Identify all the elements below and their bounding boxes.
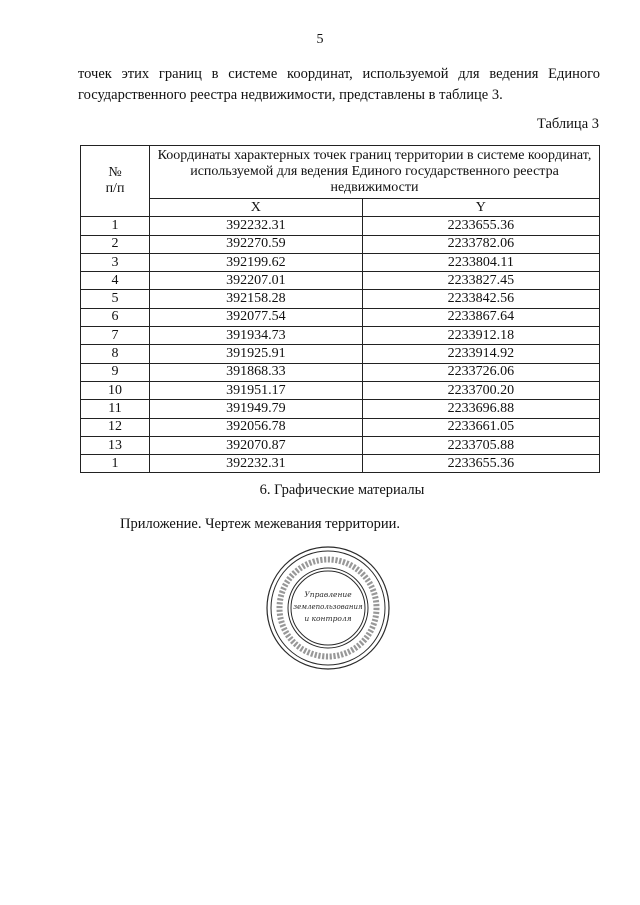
row-number-cell: 12 — [81, 418, 150, 436]
y-coordinate-cell: 2233782.06 — [362, 235, 599, 253]
table-row — [81, 272, 600, 290]
x-coordinate-cell: 391868.33 — [150, 363, 363, 381]
row-number-cell: 3 — [81, 253, 150, 271]
table-row — [81, 253, 600, 271]
stamp-line-3: и контроля — [304, 614, 352, 623]
number-abbrev: п/п — [105, 181, 125, 197]
table-row — [81, 217, 600, 235]
table-row — [81, 327, 600, 345]
y-coordinate-cell: 2233827.45 — [362, 272, 599, 290]
table-row — [81, 400, 600, 418]
x-coordinate-cell: 392070.87 — [150, 436, 363, 454]
row-number-cell: 1 — [81, 217, 150, 235]
y-coordinate-cell: 2233655.36 — [362, 217, 599, 235]
y-coordinate-cell: 2233804.11 — [362, 253, 599, 271]
table-row — [81, 436, 600, 454]
coordinates-table — [80, 145, 600, 473]
x-coordinate-cell: 392207.01 — [150, 272, 363, 290]
row-number-cell: 9 — [81, 363, 150, 381]
page-number: 5 — [316, 32, 324, 47]
x-coordinate-cell: 391951.17 — [150, 381, 363, 399]
x-coordinate-cell: 392270.59 — [150, 235, 363, 253]
stamp-line-1: Управление — [304, 590, 352, 599]
table-row — [81, 345, 600, 363]
table-row — [81, 363, 600, 381]
table-row — [81, 455, 600, 473]
x-coordinate-cell: 392232.31 — [150, 217, 363, 235]
x-coordinate-cell: 392199.62 — [150, 253, 363, 271]
table-body — [81, 217, 600, 473]
number-sign: № — [108, 165, 122, 181]
x-column-header: X — [150, 199, 363, 217]
appendix-text: Приложение. Чертеж межевания территории. — [120, 516, 401, 532]
y-column-header: Y — [362, 199, 599, 217]
row-number-cell: 8 — [81, 345, 150, 363]
row-number-cell: 4 — [81, 272, 150, 290]
y-coordinate-cell: 2233914.92 — [362, 345, 599, 363]
y-coordinate-cell: 2233705.88 — [362, 436, 599, 454]
y-coordinate-cell: 2233867.64 — [362, 308, 599, 326]
number-column-header — [81, 146, 150, 217]
x-coordinate-cell: 392158.28 — [150, 290, 363, 308]
y-coordinate-cell: 2233661.05 — [362, 418, 599, 436]
coordinates-group-header: Координаты характерных точек границ территории в системе координат, используемой для ведения Единого государственного реестра недвижимости — [150, 146, 600, 199]
y-coordinate-cell: 2233655.36 — [362, 455, 599, 473]
y-coordinate-cell: 2233700.20 — [362, 381, 599, 399]
official-stamp — [265, 545, 391, 671]
paragraph-line-1: точек этих границ в системе координат, используемой для ведения Единого — [78, 66, 600, 82]
x-coordinate-cell: 392232.31 — [150, 455, 363, 473]
y-coordinate-cell: 2233912.18 — [362, 327, 599, 345]
row-number-cell: 1 — [81, 455, 150, 473]
table-row — [81, 235, 600, 253]
y-coordinate-cell: 2233842.56 — [362, 290, 599, 308]
section-heading: 6. Графические материалы — [259, 482, 425, 498]
paragraph-line-2: государственного реестра недвижимости, представлены в таблице 3. — [78, 87, 503, 103]
x-coordinate-cell: 392077.54 — [150, 308, 363, 326]
row-number-cell: 11 — [81, 400, 150, 418]
y-coordinate-cell: 2233696.88 — [362, 400, 599, 418]
x-coordinate-cell: 391949.79 — [150, 400, 363, 418]
row-number-cell: 6 — [81, 308, 150, 326]
table-row — [81, 418, 600, 436]
table-row — [81, 290, 600, 308]
row-number-cell: 5 — [81, 290, 150, 308]
row-number-cell: 13 — [81, 436, 150, 454]
table-row — [81, 381, 600, 399]
table-caption: Таблица 3 — [536, 116, 599, 132]
x-coordinate-cell: 391934.73 — [150, 327, 363, 345]
y-coordinate-cell: 2233726.06 — [362, 363, 599, 381]
intro-paragraph — [78, 64, 600, 106]
table-row — [81, 308, 600, 326]
stamp-line-2: землепользования — [293, 603, 363, 611]
row-number-cell: 10 — [81, 381, 150, 399]
row-number-cell: 7 — [81, 327, 150, 345]
row-number-cell: 2 — [81, 235, 150, 253]
x-coordinate-cell: 392056.78 — [150, 418, 363, 436]
x-coordinate-cell: 391925.91 — [150, 345, 363, 363]
